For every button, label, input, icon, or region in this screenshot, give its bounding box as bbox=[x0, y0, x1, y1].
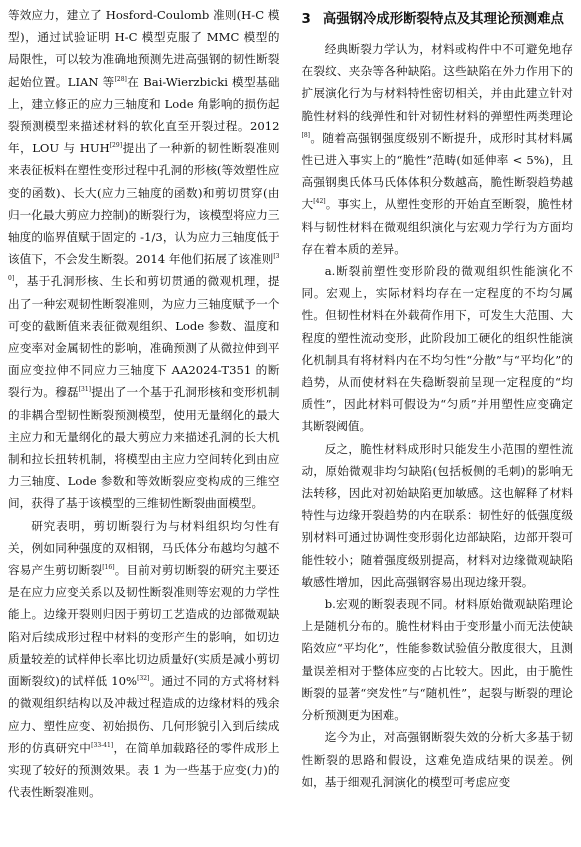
paragraph bbox=[8, 515, 280, 804]
section-heading bbox=[302, 8, 574, 32]
paragraph bbox=[302, 38, 574, 260]
paragraph-text: 。随着高强钢强度级别不断提升，成形时其材料属性已进入事实上的“脆性”范畴(如延伸率 < 5%)，且高强钢奥氏体马氏体体积分数越高，脆性断裂趋势越大 bbox=[301, 130, 573, 212]
paragraph-text: 在 Bai-Wierzbicki 模型基础上，建立修正的应力三轴度和 Lode 角影响的损伤起裂预测模型来描述材料的软化直至开裂过程。2012 年，LOU 与 HUH bbox=[8, 74, 280, 156]
paragraph bbox=[302, 260, 574, 438]
citation-ref: [30] bbox=[8, 253, 280, 283]
section-title: 高强钢冷成形断裂特点及其理论预测难点 bbox=[322, 12, 564, 27]
paragraph-text: 研究表明，剪切断裂行为与材料组织均匀性有关，例如同种强度的双相钢，马氏体分布越均匀越不容易产生剪切断裂 bbox=[8, 518, 280, 578]
left-column bbox=[8, 4, 280, 847]
paragraph bbox=[302, 438, 574, 593]
citation-ref: [28] bbox=[114, 75, 127, 83]
citation-ref: [8] bbox=[301, 131, 310, 139]
citation-ref: [33-41] bbox=[91, 741, 114, 749]
citation-ref: [31] bbox=[78, 386, 92, 394]
paragraph-text: 提出了一种新的韧性断裂准则来表征板料在塑性变形过程中孔洞的形核(等效塑性应变的函数)、长大(应力三轴度的函数)和剪切贯穿(由归一化最大剪应力控制)的断裂行为，该模型将应力三轴度的临界值赋于固定的 -1/3，认为应力三轴度低于该值下，不会发生断裂。2014 年他们拓展了该准则 bbox=[8, 141, 280, 267]
citation-ref: [29] bbox=[109, 142, 123, 150]
paragraph-text: 迄今为止，对高强钢断裂失效的分析大多基于韧性断裂的思路和假设，这难免造成结果的误差。例如，基于细观孔洞演化的模型可考虑应变 bbox=[301, 730, 573, 789]
citation-ref: [32] bbox=[137, 675, 150, 683]
paragraph bbox=[302, 593, 574, 726]
paragraph-text: ，基于孔洞形核、生长和剪切贯通的微观机理，提出了一种宏观韧性断裂准则，为应力三轴度赋予一个可变的截断值来表征微观组织、Lode 参数、温度和应变率对金属韧性的影响，准确预测了从微拉伸到平面应变拉伸不同应力三轴度下 AA2024-T351 的断裂行为。穆磊 bbox=[8, 274, 280, 400]
paragraph-text: 等效应力，建立了 Hosford-Coulomb 准则(H-C 模型)，通过试验证明 H-C 模型克服了 MMC 模型的局限性，可以较为准确地预测先进高强钢的韧性断裂起始位置。LIAN 等 bbox=[8, 8, 280, 89]
paragraph bbox=[302, 726, 574, 793]
paragraph-text: 。通过不同的方式将材料的微观组织结构以及冲裁过程造成的边缘材料的残余应力、塑性应变、初始损伤、几何形貌引入到后续成形的仿真研究中 bbox=[8, 674, 280, 755]
paragraph-text: 经典断裂力学认为，材料或构件中不可避免地存在裂纹、夹杂等各种缺陷。这些缺陷在外力作用下的扩展演化行为与材料特性密切相关，并由此建立针对脆性材料的线弹性和针对韧性材料的弹塑性两类理论 bbox=[301, 42, 573, 123]
section-number: 3 bbox=[301, 12, 311, 27]
paragraph-text: 。目前对剪切断裂的研究主要还是在应力应变关系以及韧性断裂准则等宏观的力学性能上。边缘开裂则归因于剪切工艺造成的边部微观缺陷对后续成形过程中材料的变形产生的影响，如切边质量较差的试样伸长率比切边质量好(实质是减小剪切面断裂纹)的试样低 10% bbox=[8, 563, 280, 689]
right-column bbox=[302, 4, 574, 847]
paragraph bbox=[8, 4, 280, 515]
paragraph-text: b.宏观的断裂表现不同。材料原始微观缺陷理论上是随机分布的。脆性材料由于变形量小而无法使缺陷效应“平均化”，性能参数试验值分散度很大，且测量误差相对于整体应变的占比较大。因此，由于脆性断裂的显著“突发性”与“随机性”，起裂与断裂的理论分析预测更为困难。 bbox=[301, 597, 573, 723]
paragraph-text: 反之，脆性材料成形时只能发生小范围的塑性流动，原始微观非均匀缺陷(包括板侧的毛刺)的影响无法转移，因此对初始缺陷更加敏感。这也解释了材料特性与边缘开裂趋势的内在联系：韧性好的低强度级别材料可通过协调性变形弱化边部缺陷，边部开裂可能性较小；随着强度级别提高，材料对边缘微观缺陷敏感性增加，因此高强钢容易出现边缘开裂。 bbox=[301, 441, 573, 589]
citation-ref: [42] bbox=[313, 198, 326, 206]
paragraph-text: 提出了一个基于孔洞形核和变形机制的非耦合型韧性断裂预测模型，使用无量纲化的最大主应力和无量纲化的最大剪应力来描述孔洞的长大机制和拉长扭转机制，将模型由主应力空间转化到由应力三轴度、Lode 参数和等效断裂应变构成的三维空间，获得了基于该模型的三维韧性断裂曲面模型。 bbox=[8, 385, 280, 511]
paragraph-text: 。事实上，从塑性变形的开始直至断裂，脆性材料与韧性材料在微观组织演化与宏观力学行为方面均存在着本质的差异。 bbox=[301, 197, 573, 256]
paragraph-text: a.断裂前塑性变形阶段的微观组织性能演化不同。宏观上，实际材料均存在一定程度的不均匀属性。但韧性材料在外载荷作用下，可发生大范围、大程度的塑性流动变形，此阶段加工硬化的组织性能演化机制具有将材料内在不均匀性“分散”与“平均化”的趋势，从而使材料在失稳断裂前呈现一定程度的“均质性”，因此材料可假设为“匀质”并用塑性应变确定其断裂阈值。 bbox=[301, 264, 573, 434]
paragraph-text: ，在简单加载路径的零件成形上实现了较好的预测效果。表 1 为一些基于应变(力)的代表性断裂准则。 bbox=[8, 740, 280, 800]
citation-ref: [16] bbox=[102, 564, 115, 572]
